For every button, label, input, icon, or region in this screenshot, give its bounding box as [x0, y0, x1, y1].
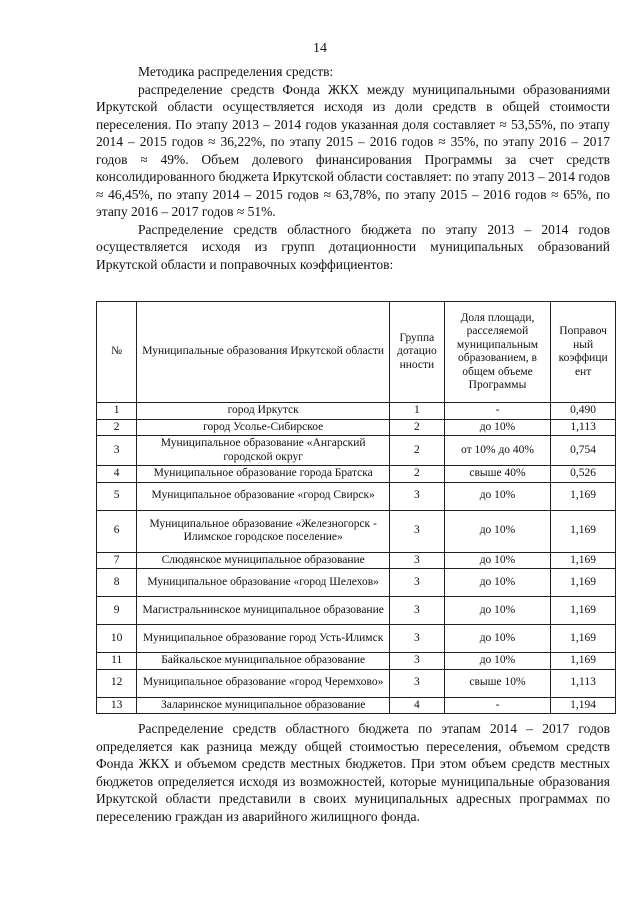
table-row — [97, 569, 616, 597]
table-row — [97, 419, 616, 436]
cell-share: от 10% до 40% — [444, 436, 550, 466]
cell-group: 3 — [390, 597, 445, 625]
cell-group: 2 — [390, 419, 445, 436]
header-share: Доля площади, расселяемой муниципальным образованием, в общем объеме Программы — [444, 302, 550, 403]
cell-coef: 1,169 — [551, 482, 616, 510]
table-row — [97, 482, 616, 510]
cell-share: свыше 40% — [444, 466, 550, 483]
table-row — [97, 597, 616, 625]
cell-num: 9 — [97, 597, 137, 625]
header-coef: Поправоч ный коэффици ент — [551, 302, 616, 403]
cell-group: 3 — [390, 569, 445, 597]
cell-group: 3 — [390, 669, 445, 697]
paragraph-stages: Распределение средств областного бюджета по этапам 2014 – 2017 годов определяется как разница между общей стоимостью переселения, объемом средств Фонда ЖКХ и объемом средств местных бюджетов. При этом объем средств местных бюджетов определяется исходя из возможностей, которые муниципальные образования Иркутской области представили в своих муниципальных адресных программах по переселению граждан из аварийного жилищного фонда. — [96, 721, 610, 824]
cell-coef: 0,754 — [551, 436, 616, 466]
table-row — [97, 436, 616, 466]
cell-coef: 1,169 — [551, 569, 616, 597]
cell-coef: 1,169 — [551, 510, 616, 552]
cell-name: Магистральнинское муниципальное образование — [137, 597, 390, 625]
cell-share: до 10% — [444, 552, 550, 569]
cell-name: Муниципальное образование «Железногорск - Илимское городское поселение» — [137, 510, 390, 552]
cell-share: - — [444, 403, 550, 420]
cell-name: Заларинское муниципальное образование — [137, 697, 390, 714]
cell-group: 3 — [390, 625, 445, 653]
cell-name: Муниципальное образование «город Черемхово» — [137, 669, 390, 697]
table-row — [97, 669, 616, 697]
table-row — [97, 552, 616, 569]
cell-share: до 10% — [444, 625, 550, 653]
cell-name: Байкальское муниципальное образование — [137, 653, 390, 670]
cell-coef: 0,490 — [551, 403, 616, 420]
cell-num: 7 — [97, 552, 137, 569]
cell-name: город Усолье-Сибирское — [137, 419, 390, 436]
closing-section — [96, 720, 610, 825]
cell-name: Муниципальное образование города Братска — [137, 466, 390, 483]
cell-coef: 1,113 — [551, 419, 616, 436]
header-name: Муниципальные образования Иркутской области — [137, 302, 390, 403]
cell-num: 10 — [97, 625, 137, 653]
cell-share: до 10% — [444, 597, 550, 625]
table-row — [97, 625, 616, 653]
page-number: 14 — [313, 41, 327, 56]
cell-name: Муниципальное образование «город Шелехов» — [137, 569, 390, 597]
cell-name: Муниципальное образование город Усть-Илимск — [137, 625, 390, 653]
paragraph-fund-distribution: распределение средств Фонда ЖКХ между муниципальными образованиями Иркутской области осуществляется исходя из доли средств в общей стоимости переселения. По этапу 2013 – 2014 годов указанная доля составляет ≈ 53,55%, по этапу 2014 – 2015 годов ≈ 36,22%, по этапу 2015 – 2016 годов ≈ 35%, по этапу 2016 – 2017 годов ≈ 49%. Объем долевого финансирования Программы за счет средств консолидированного бюджета Иркутской области составляет: по этапу 2013 – 2014 годов ≈ 46,45%, по этапу 2014 – 2015 годов ≈ 63,78%, по этапу 2015 – 2016 годов ≈ 65%, по этапу 2016 – 2017 годов ≈ 51%. — [96, 81, 610, 219]
cell-coef: 1,169 — [551, 552, 616, 569]
cell-coef: 1,169 — [551, 653, 616, 670]
cell-coef: 1,113 — [551, 669, 616, 697]
paragraph-regional-budget: Распределение средств областного бюджета по этапу 2013 – 2014 годов осуществляется исходя из групп дотационности муниципальных образований Иркутской области и поправочных коэффициентов: — [96, 221, 610, 272]
cell-coef: 1,194 — [551, 697, 616, 714]
cell-name: Слюдянское муниципальное образование — [137, 552, 390, 569]
cell-group: 2 — [390, 466, 445, 483]
cell-share: - — [444, 697, 550, 714]
cell-share: до 10% — [444, 653, 550, 670]
cell-group: 4 — [390, 697, 445, 714]
cell-num: 2 — [97, 419, 137, 436]
cell-group: 3 — [390, 482, 445, 510]
cell-num: 4 — [97, 466, 137, 483]
table-row — [97, 466, 616, 483]
table-header-row — [97, 302, 616, 403]
intro-section — [96, 63, 610, 273]
cell-name: город Иркутск — [137, 403, 390, 420]
cell-num: 11 — [97, 653, 137, 670]
cell-group: 3 — [390, 510, 445, 552]
method-heading: Методика распределения средств: — [138, 64, 334, 79]
table-row — [97, 510, 616, 552]
cell-group: 1 — [390, 403, 445, 420]
table-row — [97, 653, 616, 670]
table-row — [97, 697, 616, 714]
cell-num: 6 — [97, 510, 137, 552]
cell-num: 3 — [97, 436, 137, 466]
table-row — [97, 403, 616, 420]
cell-coef: 1,169 — [551, 597, 616, 625]
cell-share: свыше 10% — [444, 669, 550, 697]
header-num: № — [97, 302, 137, 403]
cell-group: 3 — [390, 552, 445, 569]
cell-num: 12 — [97, 669, 137, 697]
cell-share: до 10% — [444, 482, 550, 510]
cell-share: до 10% — [444, 419, 550, 436]
distribution-table — [96, 301, 616, 714]
cell-num: 5 — [97, 482, 137, 510]
cell-name: Муниципальное образование «город Свирск» — [137, 482, 390, 510]
cell-group: 2 — [390, 436, 445, 466]
cell-num: 1 — [97, 403, 137, 420]
cell-name: Муниципальное образование «Ангарский городской округ — [137, 436, 390, 466]
cell-coef: 0,526 — [551, 466, 616, 483]
cell-group: 3 — [390, 653, 445, 670]
cell-share: до 10% — [444, 569, 550, 597]
header-group: Группа дотацио нности — [390, 302, 445, 403]
cell-share: до 10% — [444, 510, 550, 552]
cell-coef: 1,169 — [551, 625, 616, 653]
cell-num: 8 — [97, 569, 137, 597]
cell-num: 13 — [97, 697, 137, 714]
